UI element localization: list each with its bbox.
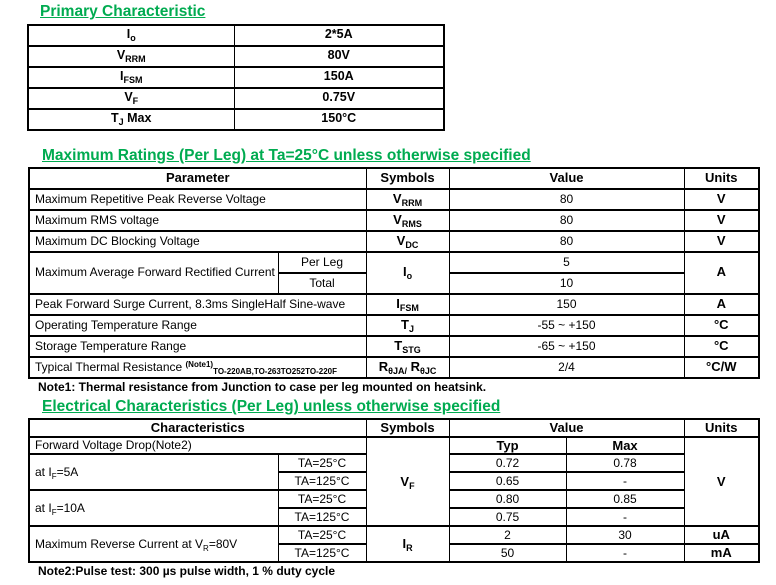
param-cell: Operating Temperature Range [29,315,366,336]
symbol-base: I [402,536,407,552]
table-row [28,88,444,109]
condition-cell: TA=125°C [278,472,366,490]
value-cell: 150A [234,67,444,88]
typ-cell: 0.75 [449,508,566,526]
units-cell: °C/W [684,357,759,378]
value-cell: -65 ~ +150 [449,336,684,357]
typ-cell: 2 [449,526,566,544]
symbol-base: I [120,69,124,84]
param-cell: Maximum RMS voltage [29,210,366,231]
symbol-base: T [111,111,119,126]
param-cell: Storage Temperature Range [29,336,366,357]
note-ref: (Note1) [185,359,214,369]
characteristic-cell [29,526,278,562]
condition-cell: TA=25°C [278,454,366,472]
symbol-base: I [402,264,407,280]
row-tstg [29,336,759,357]
symbol-base: V [400,473,410,489]
symbol-sub: RMS [401,218,422,229]
units-cell: V [684,437,759,526]
symbol-base: V [124,90,133,105]
parameter-header: Parameter [29,168,366,189]
characteristics-header: Characteristics [29,419,366,437]
symbol-sub: o [406,271,413,282]
param-text: Typical Thermal Resistance [35,359,186,374]
units-cell: uA [684,526,759,544]
symbol-sub: FSM [123,75,143,86]
symbol-cell [366,189,449,210]
value-cell: 80 [449,231,684,252]
symbol-cell [366,357,449,378]
typ-cell: 50 [449,544,566,562]
max-cell: - [566,508,684,526]
header-row [29,419,759,437]
label-text: =80V [208,536,238,551]
label-text: =10A [56,500,85,515]
symbol-sub: STG [402,344,421,355]
symbol-cell [366,210,449,231]
symbol-base: R [378,358,389,374]
condition-cell: TA=125°C [278,544,366,562]
value-cell: 0.75V [234,88,444,109]
symbol-sub: J [408,323,414,334]
symbol-cell [28,46,234,67]
typ-cell: 0.72 [449,454,566,472]
note2-text: Note2:Pulse test: 300 µs pulse width, 1 % duty cycle [38,564,336,579]
electrical-characteristics-title: Electrical Characteristics (Per Leg) unless otherwise specified [42,398,501,416]
param-cell: Maximum DC Blocking Voltage [29,231,366,252]
symbol-base: V [396,232,406,248]
primary-characteristic-table [27,24,445,131]
symbol-base: V [392,190,402,206]
primary-characteristic-title: Primary Characteristic [40,3,206,20]
label-text: Maximum Reverse Current at V [35,536,204,551]
symbol-base: I [396,295,400,311]
table-row [28,46,444,67]
units-cell: °C [684,336,759,357]
typ-cell: 0.80 [449,490,566,508]
symbol-cell [366,526,449,562]
units-cell: V [684,189,759,210]
row-forward-voltage-drop [29,437,759,454]
row-ifsm [29,294,759,315]
row-thermal-resistance [29,357,759,378]
symbol-sub: θJC [419,365,437,376]
label-sub: F [51,471,57,481]
symbol-sub: J [118,117,124,128]
row-vrrm [29,189,759,210]
units-cell: A [684,294,759,315]
max-cell: 30 [566,526,684,544]
electrical-characteristics-table [28,418,760,563]
max-cell: 0.85 [566,490,684,508]
max-cell: - [566,472,684,490]
value-header: Value [449,419,684,437]
symbol-base: I [126,27,131,42]
condition-cell: TA=25°C [278,526,366,544]
label-sub: R [203,543,209,553]
symbol-sub: RRM [125,54,146,65]
symbol-sub: o [130,33,136,44]
units-header: Units [684,168,759,189]
symbol-cell [28,109,234,130]
param-cell: Peak Forward Surge Current, 8.3ms SingleHalf Sine-wave [29,294,366,315]
units-cell: V [684,210,759,231]
max-cell: 0.78 [566,454,684,472]
value-cell: 10 [449,273,684,294]
typ-header: Typ [449,437,566,454]
symbol-base: V [393,211,402,227]
value-cell: 150°C [234,109,444,130]
units-header: Units [684,419,759,437]
label-sub: F [51,507,57,517]
value-cell: 80 [449,189,684,210]
value-cell: 2/4 [449,357,684,378]
symbols-header: Symbols [366,168,449,189]
max-cell: - [566,544,684,562]
symbol-cell [28,25,234,46]
row-vdc [29,231,759,252]
symbol-sub: F [409,480,415,491]
symbol-sub: θJA/ [388,365,407,376]
characteristic-cell: Forward Voltage Drop(Note2) [29,437,366,454]
condition-cell: TA=25°C [278,490,366,508]
row-ir-25c [29,526,759,544]
symbol-sub: RRM [401,197,423,208]
value-cell: 150 [449,294,684,315]
param-cell [29,357,366,378]
symbol-sub: FSM [399,302,419,313]
table-row [28,25,444,46]
symbol-cell [366,252,449,294]
label-text: =5A [56,464,79,479]
symbol-base: T [394,337,403,353]
typ-cell: 0.65 [449,472,566,490]
value-cell: 5 [449,252,684,273]
row-tj [29,315,759,336]
row-vrms [29,210,759,231]
table-row [28,109,444,130]
maximum-ratings-table [28,167,760,379]
units-cell: °C [684,315,759,336]
units-cell: A [684,252,759,294]
symbol-base: V [116,48,126,63]
subrow-label-cell: Per Leg [278,252,366,273]
symbol-base: T [401,316,409,332]
value-cell: -55 ~ +150 [449,315,684,336]
symbol-cell [366,437,449,526]
symbol-cell [366,315,449,336]
symbol-cell [28,67,234,88]
symbol-cell [28,88,234,109]
package-list: TO-220AB,TO-263TO252TO-220F [213,366,337,376]
maximum-ratings-title: Maximum Ratings (Per Leg) at Ta=25°C unless otherwise specified [42,146,531,164]
value-cell: 2*5A [234,25,444,46]
value-header: Value [449,168,684,189]
symbol-cell [366,231,449,252]
value-cell: 80V [234,46,444,67]
row-io-per-leg [29,252,759,273]
header-row [29,168,759,189]
symbols-header: Symbols [366,419,449,437]
note1-text: Note1: Thermal resistance from Junction to case per leg mounted on heatsink. [38,379,487,394]
max-header: Max [566,437,684,454]
units-cell: V [684,231,759,252]
symbol-suffix: Max [123,111,152,126]
label-text: at I [35,464,52,479]
symbol-sub: DC [405,239,419,250]
condition-cell: TA=125°C [278,508,366,526]
symbol-cell [366,294,449,315]
subrow-label-cell: Total [278,273,366,294]
characteristic-cell [29,454,278,490]
symbol-sub: R [406,543,413,554]
param-cell: Maximum Repetitive Peak Reverse Voltage [29,189,366,210]
characteristic-cell [29,490,278,526]
label-text: at I [35,500,52,515]
value-cell: 80 [449,210,684,231]
symbol-cell [366,336,449,357]
symbol-sub: F [132,96,139,107]
table-row [28,67,444,88]
symbol-base: R [406,358,420,374]
param-cell: Maximum Average Forward Rectified Current [29,252,278,294]
units-cell: mA [684,544,759,562]
